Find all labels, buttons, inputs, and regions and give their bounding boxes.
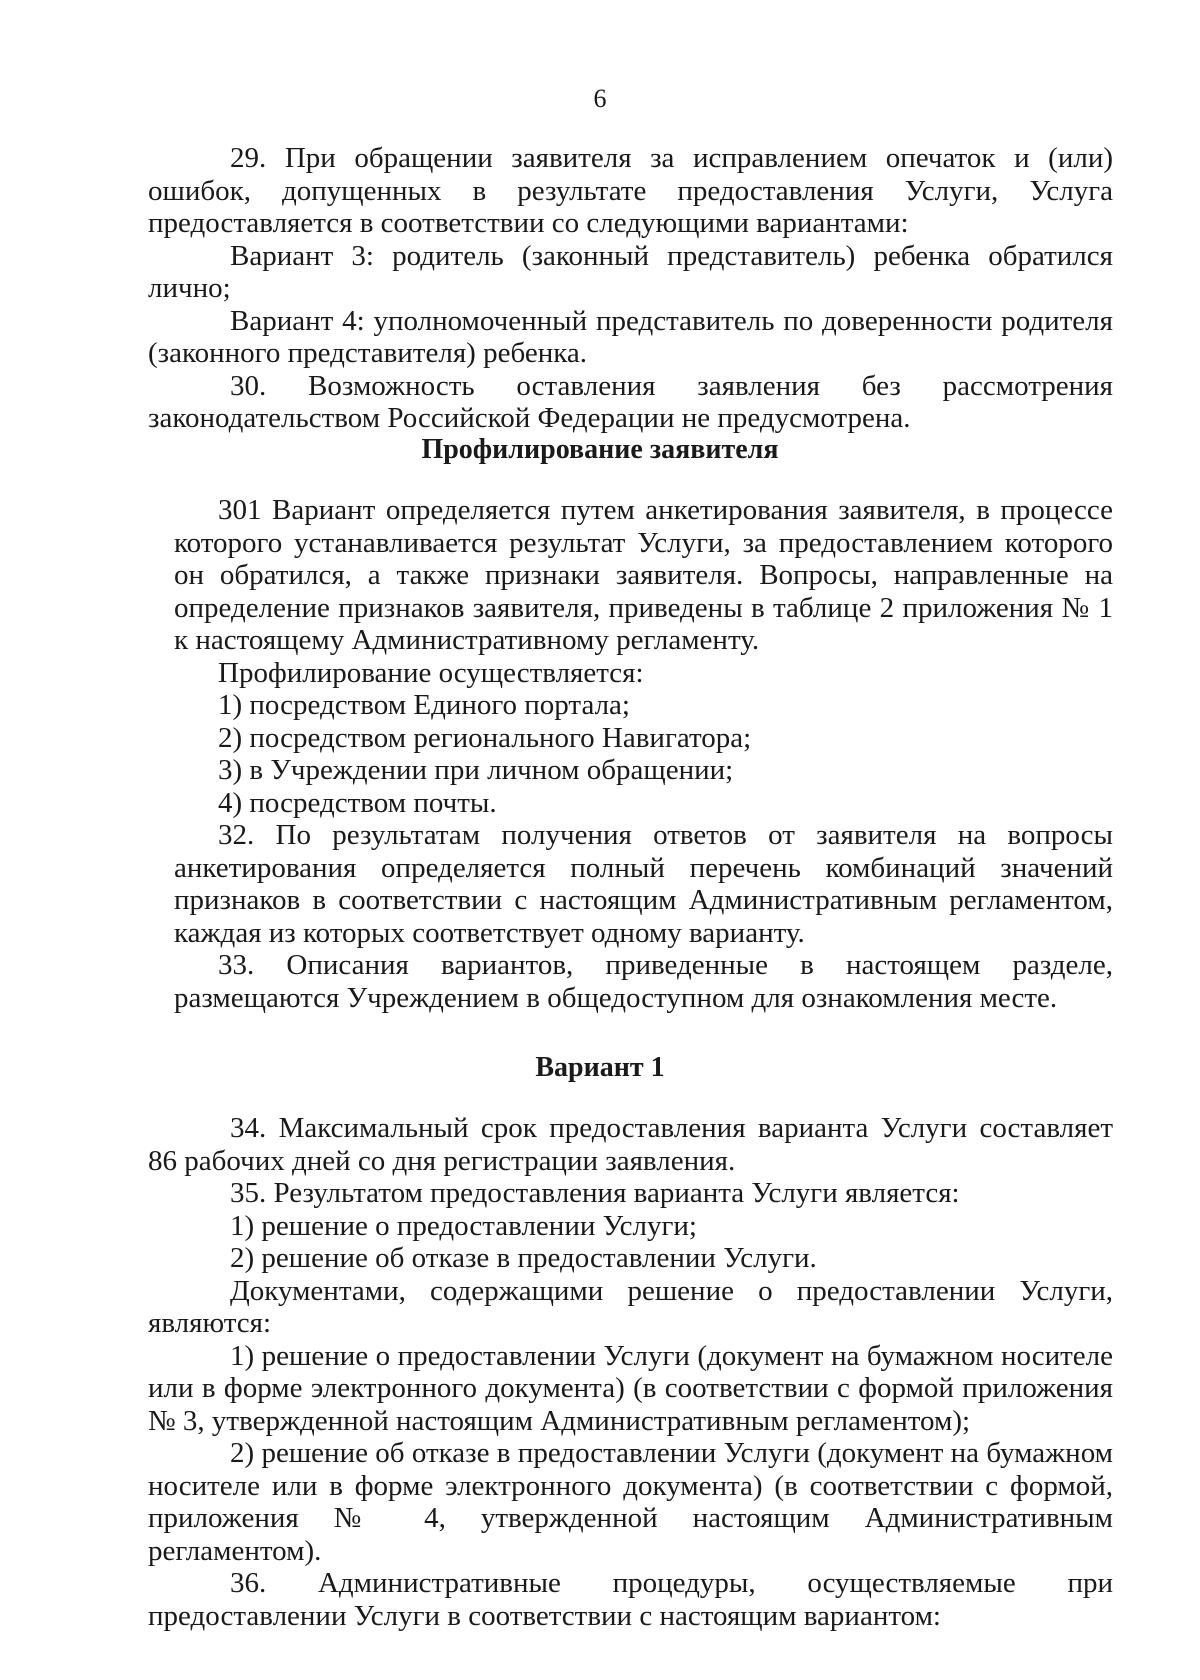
paragraph-32: 32. По результатам получения ответов от заявителя на вопросы анкетирования определяется полный перечень комбинаций значений признаков в соответствии с настоящим Административным регламентом, каждая из которых соответствует одному варианту.: [174, 819, 1113, 949]
paragraph-31: 301 Вариант определяется путем анкетирования заявителя, в процессе которого устанавливается результат Услуги, за предоставлением которого он обратился, а также признаки заявителя. Вопросы, направленные на определение признаков заявителя, приведены в таблице 2 приложения № 1 к настоящему Административному регламенту.: [174, 494, 1113, 656]
paragraph-30: 30. Возможность оставления заявления без рассмотрения законодательством Российской Федерации не предусмотрена.: [148, 369, 1113, 434]
paragraph-variant-3: Вариант 3: родитель (законный представитель) ребенка обратился лично;: [148, 239, 1113, 304]
list-item-portal: 1) посредством Единого портала;: [218, 689, 630, 721]
list-item-navigator: 2) посредством регионального Навигатора;: [218, 721, 752, 754]
page-number: 6: [593, 84, 607, 113]
list-item-in-person: 3) в Учреждении при личном обращении;: [218, 754, 734, 786]
list-item-decision-refusal: 2) решение об отказе в предоставлении Услуги.: [230, 1242, 817, 1274]
paragraph-profiling-methods: Профилирование осуществляется:: [218, 656, 644, 689]
paragraph-35: 35. Результатом предоставления варианта Услуги является:: [230, 1177, 960, 1209]
list-item-decision-grant: 1) решение о предоставлении Услуги;: [230, 1209, 697, 1242]
paragraph-36: 36. Административные процедуры, осуществляемые при предоставлении Услуги в соответствии с настоящим вариантом:: [148, 1567, 1113, 1632]
heading-profiling: Профилирование заявителя: [421, 434, 779, 465]
paragraph-documents: Документами, содержащими решение о предоставлении Услуги, являются:: [148, 1274, 1113, 1339]
paragraph-29: 29. При обращении заявителя за исправлением опечаток и (или) ошибок, допущенных в результате предоставления Услуги, Услуга предоставляется в соответствии со следующими вариантами:: [148, 142, 1113, 239]
paragraph-34: 34. Максимальный срок предоставления варианта Услуги составляет 86 рабочих дней со дня регистрации заявления.: [148, 1112, 1113, 1177]
list-item-refusal-document: 2) решение об отказе в предоставлении Услуги (документ на бумажном носителе или в форме электронного документа) (в соответствии с формой, приложения № 4, утвержденной настоящим Административным регламентом).: [148, 1437, 1113, 1567]
section-alternatives: [0, 142, 1200, 435]
section-variant-1: [0, 1112, 1200, 1632]
section-profiling: [0, 494, 1200, 1014]
paragraph-33: 33. Описания вариантов, приведенные в настоящем разделе, размещаются Учреждением в общедоступном для ознакомления месте.: [174, 949, 1113, 1014]
list-item-mail: 4) посредством почты.: [218, 786, 497, 819]
paragraph-variant-4: Вариант 4: уполномоченный представитель по доверенности родителя (законного представителя) ребенка.: [148, 304, 1113, 369]
heading-variant-1: Вариант 1: [535, 1052, 665, 1083]
list-item-grant-document: 1) решение о предоставлении Услуги (документ на бумажном носителе или в форме электронного документа) (в соответствии с формой приложения № 3, утвержденной настоящим Административным регламентом);: [148, 1339, 1113, 1437]
